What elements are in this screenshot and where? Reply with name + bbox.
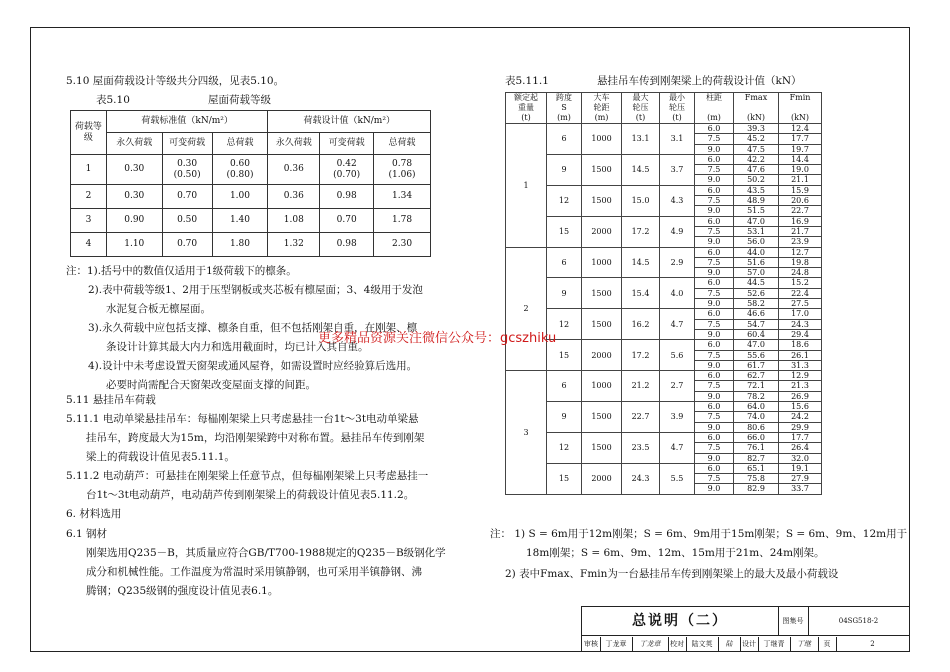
cell-column-spacing: 9.0: [695, 206, 734, 216]
paragraph-line: 5.11.2 电动葫芦：可悬挂在刚架梁上任意节点，但每榀刚架梁上只考虑悬挂一: [66, 470, 429, 482]
paragraph-line: 台1t～3t电动葫芦，电动葫芦传到刚架梁上的荷载设计值见表5.11.2。: [86, 489, 415, 501]
cell-d: 0.36: [268, 155, 320, 185]
cell-wheelbase: 1000: [582, 124, 622, 155]
text-line: 成分和机械性能。工作温度为常温时采用镇静钢，也可采用半镇静钢、沸: [86, 566, 422, 578]
cell-d: 0.36: [268, 185, 320, 209]
cell-fmin: 20.6: [779, 196, 822, 206]
cell-wheelbase: 1500: [582, 154, 622, 185]
hdr-var: 可变荷载: [162, 133, 212, 155]
cell-fmin: 24.3: [779, 319, 822, 329]
cell-column-spacing: 9.0: [695, 453, 734, 463]
cell-wheelbase: 1500: [582, 278, 622, 309]
cell-pmax: 23.5: [622, 432, 660, 463]
tbl510-caption-no: 表5.10: [96, 94, 130, 106]
cell-g: 4: [71, 233, 107, 257]
cell-wheelbase: 1500: [582, 185, 622, 216]
table-row: [506, 124, 822, 134]
table-row: [506, 432, 822, 442]
designer-name: 丁继青: [758, 637, 791, 651]
cell-fmin: 17.7: [779, 432, 822, 442]
cell-c: 1.80: [212, 233, 268, 257]
cell-wheelbase: 1000: [582, 247, 622, 278]
cell-e: 0.70: [320, 209, 374, 233]
note-line: 2) 表中Fmax、Fmin为一台悬挂吊车传到刚架梁上的最大及最小荷载设: [505, 568, 839, 580]
table-row: [71, 185, 431, 209]
cell-c: 0.60 (0.80): [212, 155, 268, 185]
cell-a: 0.90: [106, 209, 162, 233]
cell-fmin: 12.4: [779, 124, 822, 134]
text-line: 刚架选用Q235－B，其质量应符合GB/T700-1988规定的Q235－B级钢化学: [86, 547, 446, 559]
title-block: [581, 606, 910, 652]
cell-column-spacing: 7.5: [695, 226, 734, 236]
cell-column-spacing: 7.5: [695, 134, 734, 144]
cell-b: 0.70: [162, 185, 212, 209]
cell-column-spacing: 7.5: [695, 381, 734, 391]
cell-b: 0.50: [162, 209, 212, 233]
cell-pmin: 4.3: [660, 185, 695, 216]
hdr-span: 跨度 S (m): [547, 93, 582, 124]
cell-fmin: 29.4: [779, 329, 822, 339]
cell-column-spacing: 7.5: [695, 443, 734, 453]
cell-wheelbase: 1000: [582, 371, 622, 402]
cell-pmax: 17.2: [622, 216, 660, 247]
cell-column-spacing: 6.0: [695, 309, 734, 319]
cell-fmax: 52.6: [734, 288, 779, 298]
cell-column-spacing: 6.0: [695, 463, 734, 473]
sec510-heading: 5.10 屋面荷载设计等级共分四级，见表5.10。: [66, 75, 285, 87]
cell-fmax: 58.2: [734, 299, 779, 309]
cell-column-spacing: 6.0: [695, 216, 734, 226]
cell-fmax: 54.7: [734, 319, 779, 329]
cell-pmax: 16.2: [622, 309, 660, 340]
note-line: 4).设计中未考虑设置天窗架或通风屋脊，如需设置时应经验算后选用。: [88, 360, 418, 372]
cell-span: 12: [547, 185, 582, 216]
cell-fmax: 47.0: [734, 216, 779, 226]
reviewer-name: 丁龙章: [600, 637, 633, 651]
cell-column-spacing: 6.0: [695, 154, 734, 164]
design-label: 设计: [740, 637, 759, 651]
cell-span: 15: [547, 340, 582, 371]
cell-fmax: 51.5: [734, 206, 779, 216]
cell-column-spacing: 9.0: [695, 144, 734, 154]
cell-b: 0.70: [162, 233, 212, 257]
cell-fmax: 50.2: [734, 175, 779, 185]
cell-fmin: 32.0: [779, 453, 822, 463]
paragraph-line: 梁上的荷载设计值见表5.11.1。: [86, 451, 235, 463]
cell-column-spacing: 6.0: [695, 402, 734, 412]
cell-fmax: 47.5: [734, 144, 779, 154]
note-line: 注： 1) S = 6m用于12m刚架；S = 6m、9m用于15m刚架；S = 6m、9m、12m用于: [490, 528, 908, 540]
table-row: [506, 185, 822, 195]
cell-wheelbase: 2000: [582, 340, 622, 371]
cell-fmax: 74.0: [734, 412, 779, 422]
cell-fmin: 33.7: [779, 484, 822, 494]
hdr-design: 荷载设计值（kN/m²）: [268, 111, 431, 133]
cell-column-spacing: 7.5: [695, 165, 734, 175]
cell-column-spacing: 7.5: [695, 257, 734, 267]
hdr-grade: 荷载等级: [71, 111, 107, 155]
hdr-var-d: 可变荷载: [320, 133, 374, 155]
cell-g: 3: [71, 209, 107, 233]
note-line: 18m刚架；S = 6m、9m、12m、15m用于21m、24m刚架。: [526, 547, 825, 559]
cell-f: 0.78 (1.06): [374, 155, 431, 185]
cell-d: 1.32: [268, 233, 320, 257]
cell-pmax: 24.3: [622, 463, 660, 494]
cell-pmin: 3.9: [660, 402, 695, 433]
cell-fmax: 45.2: [734, 134, 779, 144]
cell-fmin: 15.6: [779, 402, 822, 412]
cell-column-spacing: 7.5: [695, 196, 734, 206]
cell-fmax: 62.7: [734, 371, 779, 381]
table-row: [506, 216, 822, 226]
cell-column-spacing: 6.0: [695, 124, 734, 134]
cell-fmax: 47.0: [734, 340, 779, 350]
cell-span: 15: [547, 216, 582, 247]
table-row: [506, 402, 822, 412]
cell-fmin: 15.2: [779, 278, 822, 288]
tbl5111-caption-no: 表5.11.1: [505, 75, 549, 87]
table-row: [71, 233, 431, 257]
cell-span: 6: [547, 371, 582, 402]
hdr-fmin: Fmin (kN): [779, 93, 822, 124]
cell-c: 1.40: [212, 209, 268, 233]
cell-fmax: 82.7: [734, 453, 779, 463]
sec6-sub: 6.1 钢材: [66, 528, 108, 540]
cell-fmin: 22.7: [779, 206, 822, 216]
cell-column-spacing: 9.0: [695, 268, 734, 278]
cell-column-spacing: 7.5: [695, 288, 734, 298]
cell-f: 1.34: [374, 185, 431, 209]
cell-pmax: 22.7: [622, 402, 660, 433]
table-row: [71, 209, 431, 233]
cell-wheelbase: 1500: [582, 402, 622, 433]
hdr-perm-d: 永久荷载: [268, 133, 320, 155]
check-label: 校对: [668, 637, 687, 651]
cell-pmax: 17.2: [622, 340, 660, 371]
note-line: 必要时尚需配合天窗架改变屋面支撑的间距。: [106, 379, 316, 391]
reviewer-signature: 丁龙章: [632, 637, 669, 651]
cell-wheelbase: 1500: [582, 309, 622, 340]
cell-column-spacing: 9.0: [695, 299, 734, 309]
cell-fmax: 56.0: [734, 237, 779, 247]
cell-a: 0.30: [106, 155, 162, 185]
cell-fmin: 26.4: [779, 443, 822, 453]
hdr-total-d: 总荷载: [374, 133, 431, 155]
cell-fmin: 24.8: [779, 268, 822, 278]
cell-span: 9: [547, 278, 582, 309]
cell-pmin: 5.5: [660, 463, 695, 494]
table-row: [506, 371, 822, 381]
cell-d: 1.08: [268, 209, 320, 233]
cell-fmax: 57.0: [734, 268, 779, 278]
cell-wheelbase: 1500: [582, 432, 622, 463]
drawing-title: 总说明（二）: [582, 607, 779, 636]
table-5-10: [70, 110, 431, 257]
cell-b: 0.30 (0.50): [162, 155, 212, 185]
text-line: 腾钢；Q235级钢的强度设计值见表6.1。: [86, 585, 279, 597]
cell-fmin: 14.4: [779, 154, 822, 164]
note-line: 2).表中荷载等级1、2用于压型钢板或夹芯板有檩屋面；3、4级用于发泡: [88, 284, 423, 296]
cell-fmin: 26.1: [779, 350, 822, 360]
hdr-wheel: 大车 轮距 (m): [582, 93, 622, 124]
cell-fmin: 16.9: [779, 216, 822, 226]
cell-fmin: 17.0: [779, 309, 822, 319]
table-5-10-body: [71, 155, 431, 257]
cell-pmax: 15.0: [622, 185, 660, 216]
cell-span: 15: [547, 463, 582, 494]
cell-pmin: 2.7: [660, 371, 695, 402]
review-label: 审核: [582, 637, 601, 651]
cell-fmax: 48.9: [734, 196, 779, 206]
cell-c: 1.00: [212, 185, 268, 209]
cell-fmax: 82.9: [734, 484, 779, 494]
cell-fmax: 72.1: [734, 381, 779, 391]
cell-pmax: 21.2: [622, 371, 660, 402]
cell-fmax: 76.1: [734, 443, 779, 453]
table-row: [506, 154, 822, 164]
table-row: [506, 309, 822, 319]
cell-pmin: 2.9: [660, 247, 695, 278]
cell-fmax: 65.1: [734, 463, 779, 473]
cell-pmax: 15.4: [622, 278, 660, 309]
table-5-11-1: [505, 92, 822, 495]
cell-span: 9: [547, 154, 582, 185]
cell-fmax: 51.6: [734, 257, 779, 267]
cell-span: 9: [547, 402, 582, 433]
table-row: [71, 155, 431, 185]
cell-fmax: 60.4: [734, 329, 779, 339]
cell-fmin: 21.1: [779, 175, 822, 185]
cell-e: 0.98: [320, 185, 374, 209]
cell-fmax: 53.1: [734, 226, 779, 236]
table-row: [506, 247, 822, 257]
cell-fmin: 23.9: [779, 237, 822, 247]
cell-pmin: 5.6: [660, 340, 695, 371]
cell-capacity: 3: [506, 371, 547, 495]
watermark-text: 更多精品资源关注微信公众号：gcszhiku: [318, 331, 557, 346]
cell-fmin: 15.9: [779, 185, 822, 195]
cell-fmax: 61.7: [734, 360, 779, 370]
cell-fmax: 80.6: [734, 422, 779, 432]
cell-fmin: 26.9: [779, 391, 822, 401]
cell-column-spacing: 7.5: [695, 412, 734, 422]
cell-g: 2: [71, 185, 107, 209]
cell-column-spacing: 9.0: [695, 422, 734, 432]
cell-pmax: 14.5: [622, 247, 660, 278]
cell-f: 2.30: [374, 233, 431, 257]
cell-pmin: 4.0: [660, 278, 695, 309]
cell-pmin: 3.1: [660, 124, 695, 155]
cell-column-spacing: 9.0: [695, 360, 734, 370]
cell-fmin: 19.7: [779, 144, 822, 154]
sec511-heading: 5.11 悬挂吊车荷载: [66, 394, 156, 406]
cell-fmax: 42.2: [734, 154, 779, 164]
cell-pmax: 13.1: [622, 124, 660, 155]
hdr-perm: 永久荷载: [106, 133, 162, 155]
cell-e: 0.98: [320, 233, 374, 257]
cell-fmax: 64.0: [734, 402, 779, 412]
cell-column-spacing: 6.0: [695, 432, 734, 442]
cell-column-spacing: 6.0: [695, 340, 734, 350]
cell-wheelbase: 2000: [582, 463, 622, 494]
cell-column-spacing: 9.0: [695, 329, 734, 339]
cell-fmin: 21.7: [779, 226, 822, 236]
cell-g: 1: [71, 155, 107, 185]
cell-fmin: 21.3: [779, 381, 822, 391]
cell-column-spacing: 7.5: [695, 319, 734, 329]
note-line: 3).永久荷载中应包括支撑、檩条自重，但不包括刚架自重，在刚架、檩: [88, 322, 418, 334]
cell-pmin: 4.9: [660, 216, 695, 247]
hdr-std: 荷载标准值（kN/m²）: [106, 111, 268, 133]
cell-fmax: 44.5: [734, 278, 779, 288]
tbl5111-caption: 悬挂吊车传到刚架梁上的荷载设计值（kN）: [597, 75, 802, 87]
cell-pmin: 4.7: [660, 432, 695, 463]
cell-f: 1.78: [374, 209, 431, 233]
cell-fmin: 29.9: [779, 422, 822, 432]
cell-e: 0.42 (0.70): [320, 155, 374, 185]
cell-column-spacing: 9.0: [695, 484, 734, 494]
cell-column-spacing: 6.0: [695, 278, 734, 288]
cell-fmin: 12.9: [779, 371, 822, 381]
checker-signature: 陆: [718, 637, 741, 651]
cell-fmin: 24.2: [779, 412, 822, 422]
cell-fmin: 22.4: [779, 288, 822, 298]
cell-fmax: 46.6: [734, 309, 779, 319]
cell-fmin: 31.3: [779, 360, 822, 370]
hdr-fmax: Fmax (kN): [734, 93, 779, 124]
hdr-pmax: 最大 轮压 (t): [622, 93, 660, 124]
atlas-label: 图集号: [778, 607, 809, 635]
cell-column-spacing: 6.0: [695, 185, 734, 195]
page-number: 2: [870, 640, 875, 648]
cell-column-spacing: 7.5: [695, 350, 734, 360]
page-label: 页: [818, 637, 837, 651]
designer-signature: 丁继: [790, 637, 819, 651]
cell-a: 1.10: [106, 233, 162, 257]
paragraph-line: 5.11.1 电动单梁悬挂吊车：每榀刚架梁上只考虑悬挂一台1t～3t电动单梁悬: [66, 413, 419, 425]
cell-span: 12: [547, 432, 582, 463]
cell-column-spacing: 9.0: [695, 175, 734, 185]
cell-capacity: 1: [506, 124, 547, 248]
tbl510-caption: 屋面荷载等级: [208, 94, 271, 106]
hdr-cap: 额定起 重量 (t): [506, 93, 547, 124]
cell-fmin: 19.1: [779, 463, 822, 473]
cell-fmax: 55.6: [734, 350, 779, 360]
cell-fmin: 27.9: [779, 474, 822, 484]
note-line: 注：1).括号中的数值仅适用于1级荷载下的檩条。: [66, 265, 297, 277]
cell-pmin: 3.7: [660, 154, 695, 185]
cell-span: 6: [547, 124, 582, 155]
cell-a: 0.30: [106, 185, 162, 209]
hdr-total: 总荷载: [212, 133, 268, 155]
cell-fmax: 44.0: [734, 247, 779, 257]
cell-fmin: 27.5: [779, 299, 822, 309]
cell-fmax: 75.8: [734, 474, 779, 484]
cell-fmin: 12.7: [779, 247, 822, 257]
checker-name: 陆文英: [686, 637, 719, 651]
cell-fmin: 19.0: [779, 165, 822, 175]
cell-span: 12: [547, 309, 582, 340]
cell-fmax: 78.2: [734, 391, 779, 401]
note-line: 条设计计算其最大内力和选用截面时，均已计入其自重。: [106, 341, 369, 353]
hdr-pmin: 最小 轮压 (t): [660, 93, 695, 124]
cell-fmin: 17.7: [779, 134, 822, 144]
table-row: [506, 463, 822, 473]
cell-fmin: 18.6: [779, 340, 822, 350]
sec6-heading: 6. 材料选用: [66, 508, 122, 520]
cell-wheelbase: 2000: [582, 216, 622, 247]
cell-fmax: 43.5: [734, 185, 779, 195]
cell-fmax: 66.0: [734, 432, 779, 442]
cell-span: 6: [547, 247, 582, 278]
cell-fmax: 47.6: [734, 165, 779, 175]
cell-pmax: 14.5: [622, 154, 660, 185]
table-row: [506, 278, 822, 288]
paragraph-line: 挂吊车，跨度最大为15m，均沿刚架梁跨中对称布置。悬挂吊车传到刚架: [86, 432, 425, 444]
cell-column-spacing: 7.5: [695, 474, 734, 484]
cell-column-spacing: 9.0: [695, 237, 734, 247]
hdr-col: 柱距 (m): [695, 93, 734, 124]
cell-pmin: 4.7: [660, 309, 695, 340]
cell-column-spacing: 6.0: [695, 247, 734, 257]
cell-column-spacing: 9.0: [695, 391, 734, 401]
cell-capacity: 2: [506, 247, 547, 371]
cell-fmin: 19.8: [779, 257, 822, 267]
cell-fmax: 39.3: [734, 124, 779, 134]
note-line: 水泥复合板无檩屋面。: [106, 303, 211, 315]
cell-column-spacing: 6.0: [695, 371, 734, 381]
atlas-no: 04SG518-2: [838, 617, 879, 625]
